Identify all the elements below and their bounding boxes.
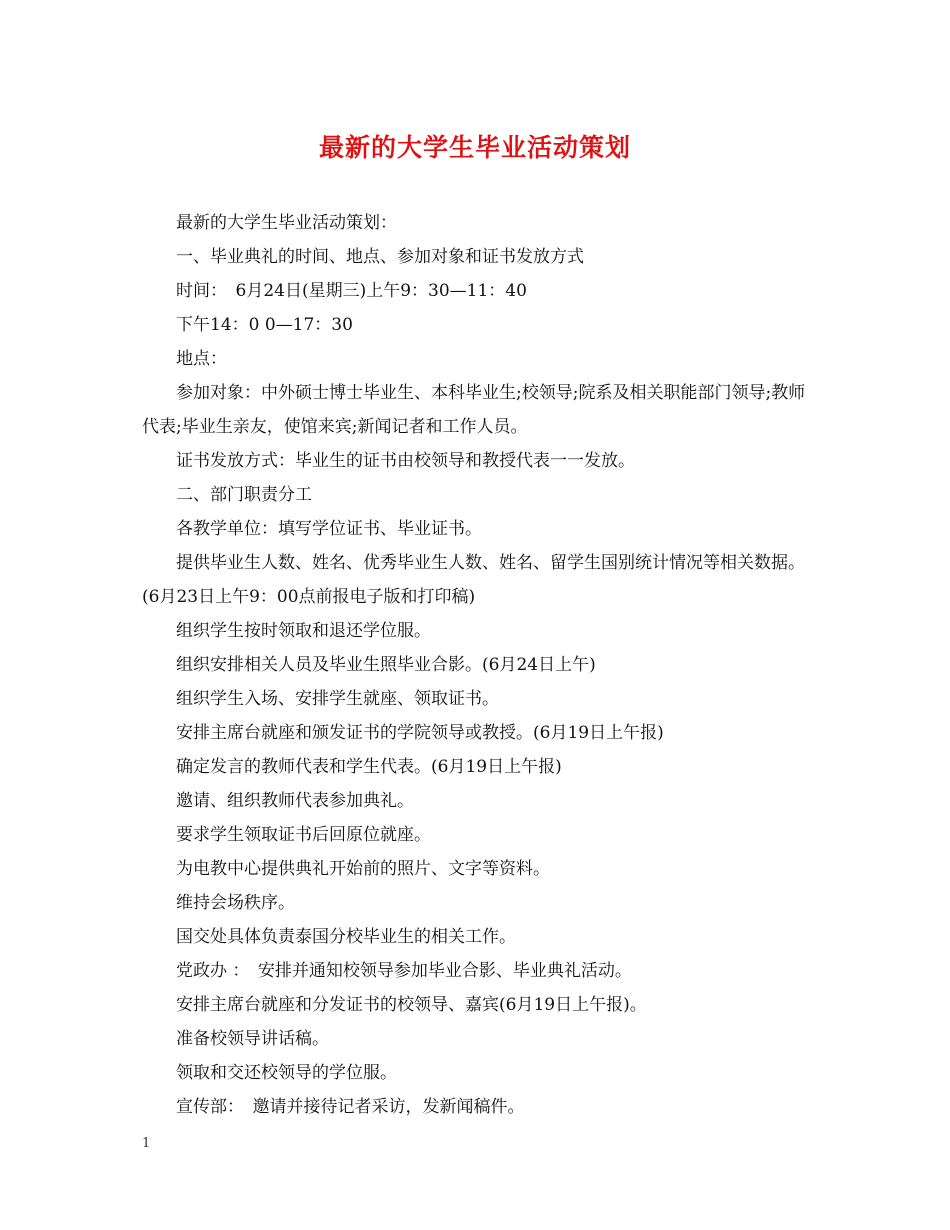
paragraph: 一、毕业典礼的时间、地点、参加对象和证书发放方式 <box>176 247 584 267</box>
paragraph: 邀请、组织教师代表参加典礼。 <box>176 791 414 811</box>
document-body <box>142 206 814 1124</box>
document-title: 最新的大学生毕业活动策划 <box>318 133 631 162</box>
paragraph: 领取和交还校领导的学位服。 <box>176 1063 397 1083</box>
paragraph: 时间： 6月24日(星期三)上午9：30—11：40 <box>176 281 527 301</box>
paragraph: 维持会场秩序。 <box>176 893 295 913</box>
paragraph: 要求学生领取证书后回原位就座。 <box>176 825 431 845</box>
paragraph: 下午14：0 0—17：30 <box>176 315 353 335</box>
paragraph: 最新的大学生毕业活动策划： <box>176 213 397 233</box>
paragraph: 二、部门职责分工 <box>176 485 312 505</box>
paragraph: 国交处具体负责泰国分校毕业生的相关工作。 <box>176 927 516 947</box>
paragraph: 各教学单位：填写学位证书、毕业证书。 <box>176 519 482 539</box>
paragraph: 组织学生按时领取和退还学位服。 <box>176 621 431 641</box>
paragraph: 确定发言的教师代表和学生代表。(6月19日上午报) <box>176 757 562 777</box>
paragraph: 安排主席台就座和颁发证书的学院领导或教授。(6月19日上午报) <box>176 723 664 743</box>
page-number: 1 <box>142 1136 151 1151</box>
paragraph: 组织学生入场、安排学生就座、领取证书。 <box>176 689 499 709</box>
paragraph: 宣传部： 邀请并接待记者采访，发新闻稿件。 <box>176 1097 525 1117</box>
paragraph: 证书发放方式：毕业生的证书由校领导和教授代表一一发放。 <box>176 451 635 471</box>
paragraph: 准备校领导讲话稿。 <box>176 1029 329 1049</box>
paragraph: 安排主席台就座和分发证书的校领导、嘉宾(6月19日上午报)。 <box>176 995 647 1015</box>
paragraph: 提供毕业生人数、姓名、优秀毕业生人数、姓名、留学生国别统计情况等相关数据。(6月23日上午9：00点前报电子版和打印稿) <box>142 553 805 607</box>
paragraph: 组织安排相关人员及毕业生照毕业合影。(6月24日上午) <box>176 655 596 675</box>
paragraph: 地点： <box>176 349 227 369</box>
paragraph: 为电教中心提供典礼开始前的照片、文字等资料。 <box>176 859 550 879</box>
paragraph: 党政办 ： 安排并通知校领导参加毕业合影、毕业典礼活动。 <box>176 961 632 981</box>
paragraph: 参加对象：中外硕士博士毕业生、本科毕业生;校领导;院系及相关职能部门领导;教师代表;毕业生亲友，使馆来宾;新闻记者和工作人员。 <box>142 383 806 437</box>
